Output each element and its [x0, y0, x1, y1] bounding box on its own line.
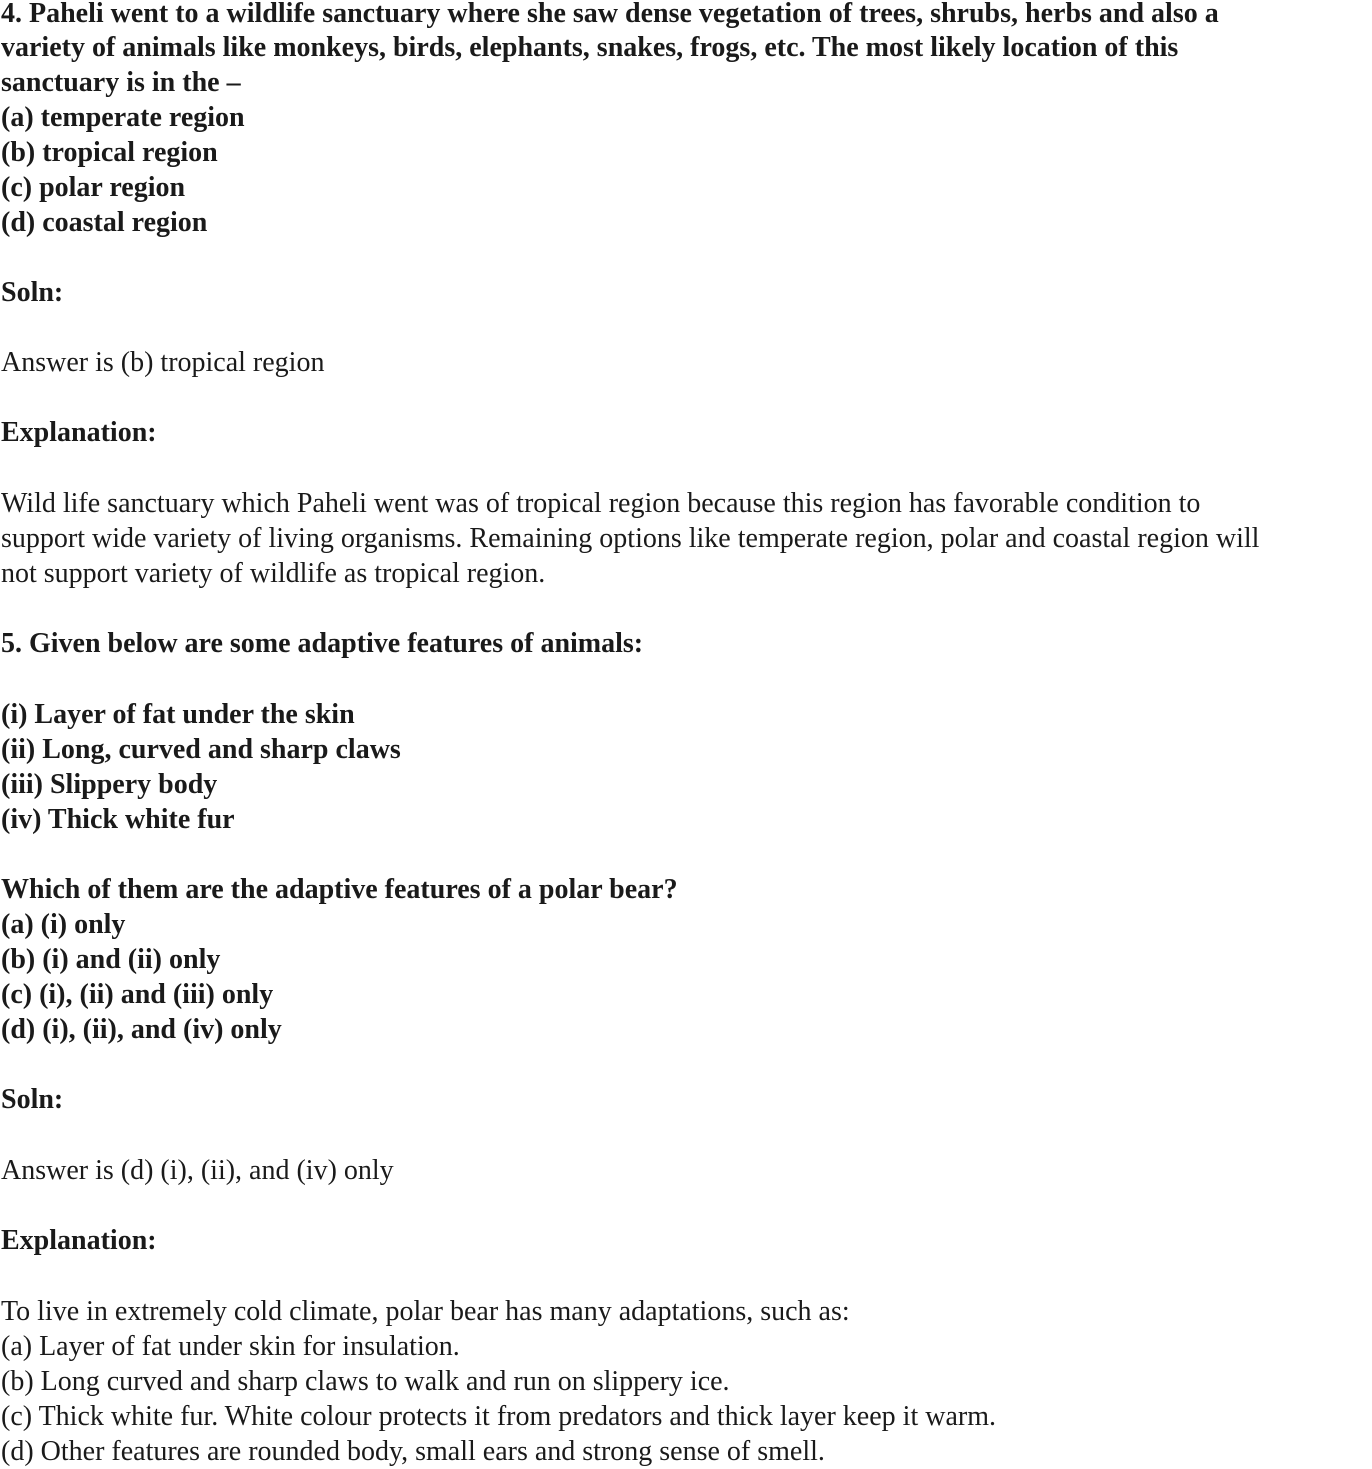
q4-option-a: (a) temperate region	[1, 102, 245, 133]
q5-explanation-line-1: To live in extremely cold climate, polar bear has many adaptations, such as:	[1, 1296, 850, 1327]
q5-option-d: (d) (i), (ii), and (iv) only	[1, 1014, 282, 1045]
q4-explanation-line-3: not support variety of wildlife as tropical region.	[1, 558, 546, 589]
q5-question: 5. Given below are some adaptive features of animals:	[1, 628, 644, 659]
q5-soln-label: Soln:	[1, 1084, 64, 1115]
q4-option-b: (b) tropical region	[1, 137, 218, 168]
q5-prompt: Which of them are the adaptive features of a polar bear?	[1, 874, 678, 905]
q5-explanation-label: Explanation:	[1, 1225, 157, 1256]
q4-explanation-line-2: support wide variety of living organisms. Remaining options like temperate region, polar and coastal region will	[1, 523, 1260, 554]
q5-answer: Answer is (d) (i), (ii), and (iv) only	[1, 1155, 394, 1186]
q5-explanation-line-5: (d) Other features are rounded body, small ears and strong sense of smell.	[1, 1436, 825, 1467]
q5-explanation-line-2: (a) Layer of fat under skin for insulation.	[1, 1331, 460, 1362]
q4-option-d: (d) coastal region	[1, 207, 208, 238]
q5-feature-ii: (ii) Long, curved and sharp claws	[1, 734, 401, 765]
q4-option-c: (c) polar region	[1, 172, 186, 203]
q5-feature-iii: (iii) Slippery body	[1, 769, 218, 800]
q4-soln-label: Soln:	[1, 277, 64, 308]
q5-option-b: (b) (i) and (ii) only	[1, 944, 221, 975]
q4-explanation-label: Explanation:	[1, 417, 157, 448]
q5-option-a: (a) (i) only	[1, 909, 126, 940]
q4-question-line-2: variety of animals like monkeys, birds, elephants, snakes, frogs, etc. The most likely location of this	[1, 32, 1179, 63]
q5-feature-iv: (iv) Thick white fur	[1, 804, 235, 835]
q4-explanation-line-1: Wild life sanctuary which Paheli went was of tropical region because this region has favorable condition to	[1, 488, 1201, 519]
q5-explanation-line-3: (b) Long curved and sharp claws to walk and run on slippery ice.	[1, 1366, 730, 1397]
q5-feature-i: (i) Layer of fat under the skin	[1, 699, 355, 730]
q4-answer: Answer is (b) tropical region	[1, 347, 325, 378]
q5-explanation-line-4: (c) Thick white fur. White colour protects it from predators and thick layer keep it warm.	[1, 1401, 996, 1432]
q4-question-line-1: 4. Paheli went to a wildlife sanctuary where she saw dense vegetation of trees, shrubs, herbs and also a	[1, 0, 1219, 29]
q5-option-c: (c) (i), (ii) and (iii) only	[1, 979, 274, 1010]
q4-question-line-3: sanctuary is in the –	[1, 67, 241, 98]
